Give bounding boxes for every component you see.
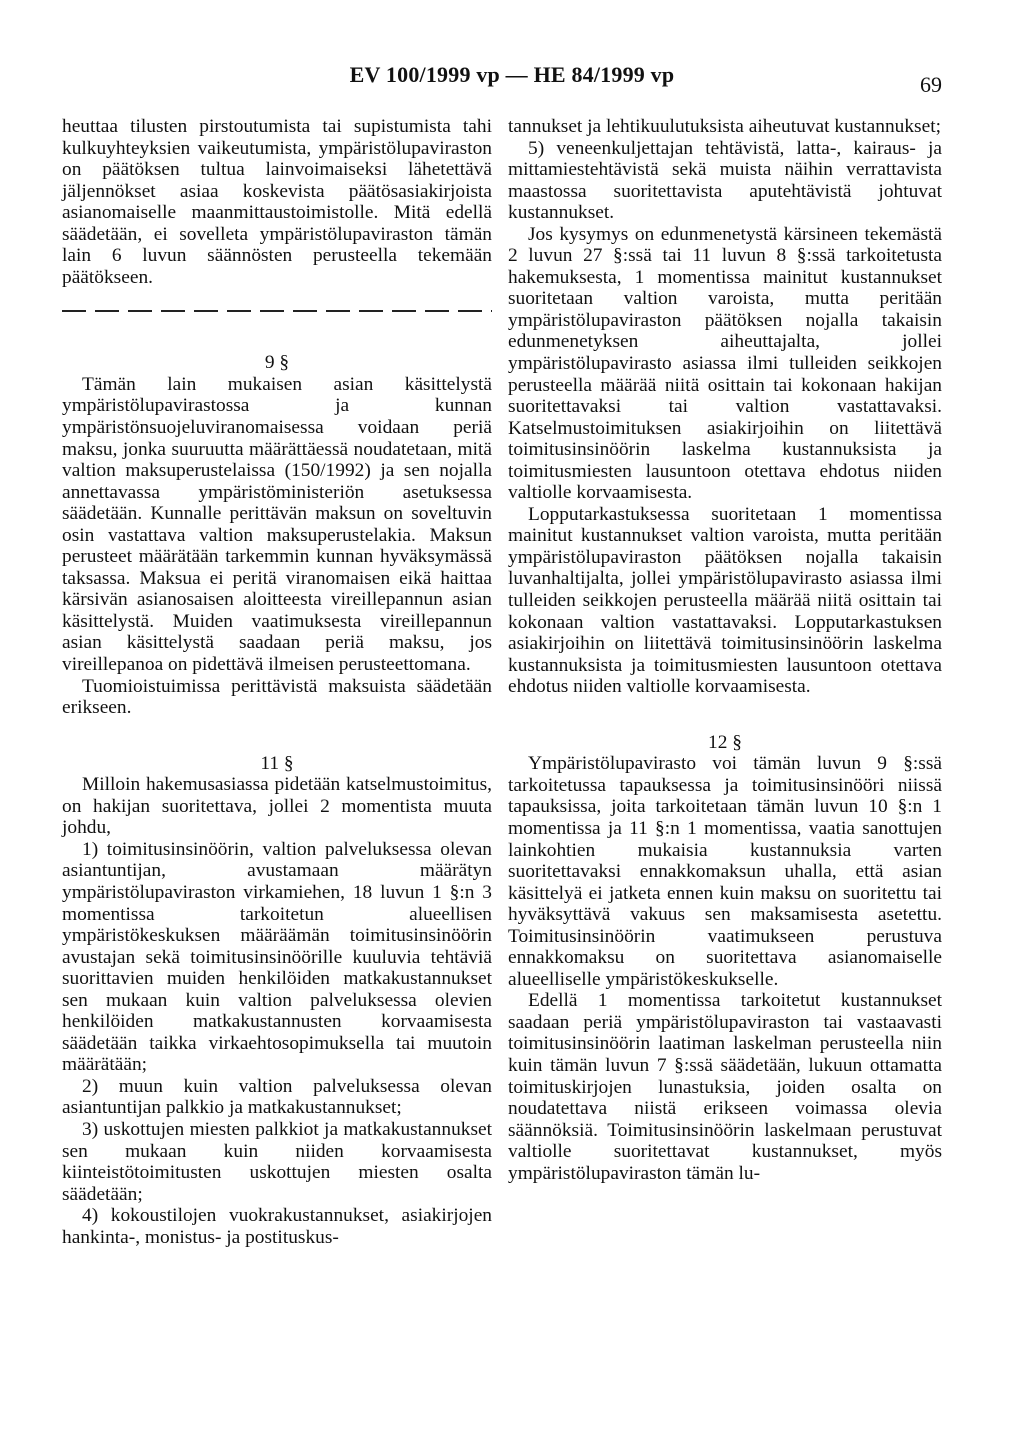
section-11-list-item: 4) kokoustilojen vuokrakustannukset, asiakirjojen hankinta-, monistus- ja postituskus-	[62, 1205, 492, 1248]
right-column	[508, 116, 942, 1184]
intro-paragraph: heuttaa tilusten pirstoutumista tai supistumista tahi kulkuyhteyksien vaikeutumista, ympäristölupaviraston on päätöksen tultua lainvoimaiseksi lähetettävä jäljennökset asiaa koskevista päätösasiakirjoista asianomaiselle maanmittaustoimistolle. Mitä edellä säädetään, ei sovelleta ympäristölupaviraston tämän lain 6 luvun säännösten perusteella tekemään päätökseen.	[62, 116, 492, 288]
section-11-list-item: 2) muun kuin valtion palveluksessa olevan asiantuntijan palkkio ja matkakustannukset;	[62, 1075, 492, 1119]
page-header	[0, 62, 1024, 102]
section-9-heading: 9 §	[264, 352, 290, 374]
section-11-paragraph: Milloin hakemusasiassa pidetään katselmustoimitus, on hakijan suoritettava, jollei 2 momentista muuta johdu,	[62, 774, 492, 839]
running-header-title: EV 100/1999 vp — HE 84/1999 vp	[349, 62, 675, 87]
section-11-list-item: 1) toimitusinsinöörin, valtion palveluksessa olevan asiantuntijan, avustamaan määrätyn ympäristölupaviraston virkamiehen, 18 luvun 1 §:n 3 momentissa tarkoitetun alueellisen ympäristökeskuksen määräämän toimitusinsinöörin avustajan sekä toimitusinsinöörille kuuluvia tehtäviä suorittavien muiden henkilöiden matkakustannukset sen mukaan kuin valtion palveluksessa olevien henkilöiden matkakustannusten korvaamisesta säädetään taikka virkaehtosopimuksella tai muutoin määrätään;	[62, 838, 492, 1076]
section-9-paragraph: Tuomioistuimissa perittävistä maksuista säädetään erikseen.	[62, 675, 492, 719]
section-12-paragraph: Ympäristölupavirasto voi tämän luvun 9 §:ssä tarkoitetussa tapauksessa ja toimitusinsinööri niissä tapauksissa, joita tarkoitetaan tämän luvun 10 §:n 1 momentissa ja 11 §:n 1 momentissa, vaatia sanottujen lainkohtien mukaisia kustannuksia varten suoritettavaksi ennakkomaksun uhalla, että asian käsittelyä ei jatketa ennen kuin maksu on suoritettu tai hyväksyttävä vakuus sen maksamisesta asetettu. Toimitusinsinöörin vaatimukseen perustuva ennakkomaksu on suoritettava asianomaiselle alueelliselle ympäristökeskukselle.	[508, 753, 942, 990]
section-11-list-item: 3) uskottujen miesten palkkiot ja matkakustannukset sen mukaan kuin niiden korvaamisesta kiinteistötoimitusten uskottujen miesten osalta säädetään;	[62, 1118, 492, 1205]
section-12-paragraph: Edellä 1 momentissa tarkoitetut kustannukset saadaan periä ympäristölupaviraston tai vastaavasti toimitusinsinöörin laatiman laskelman perusteella niin kuin tämän luvun 7 §:ssä säädetään, lukuun ottamatta toimituskirjojen lunastuksia, joiden osalta on noudatettava niistä erikseen voimassa olevia säännöksiä. Toimitusinsinöörin laskelmaan perustuvat valtiolle suoritettavat kustannukset, myös ympäristölupaviraston tämän lu-	[508, 990, 942, 1184]
section-9-paragraph: Tämän lain mukaisen asian käsittelystä ympäristölupavirastossa ja kunnan ympäristönsuojeluviranomaisessa voidaan periä maksu, jonka suuruutta määrättäessä noudatetaan, mitä valtion maksuperustelaissa (150/1992) ja sen nojalla annettavassa ympäristöministeriön asetuksessa säädetään. Kunnalle perittävän maksun on soveltuvin osin vastattava valtion maksuperustelakia. Maksun perusteet määrätään tarkemmin kunnan hyväksymässä taksassa. Maksua ei peritä viranomaisen eikä haittaa kärsivän asianosaisen aloitteesta vireillepannun asian käsittelystä. Muiden vaatimuksesta vireillepannun asian käsittelystä saadaan periä maksu, jos vireillepanoa on pidettävä ilmeisen perusteettomana.	[62, 373, 492, 676]
continued-paragraph: tannukset ja lehtikuulutuksista aiheutuvat kustannukset;	[508, 116, 941, 137]
section-separator	[62, 300, 492, 322]
body-paragraph: Jos kysymys on edunmenetystä kärsineen tekemästä 2 luvun 27 §:ssä tai 11 luvun 8 §:ssä tarkoitetusta hakemuksesta, 1 momentissa mainitut kustannukset suoritetaan valtion varoista, mutta peritään ympäristölupaviraston päätöksen nojalla takaisin edunmenetyksen aiheuttajalta, jollei ympäristölupavirasto asiassa ilmi tulleiden seikkojen perusteella määrää niitä osittain tai kokonaan hakijan suoritettavaksi tai valtion vastattavaksi. Katselmustoimituksen asiakirjoihin on liitettävä toimitusinsinöörin laskelma kustannuksista ja toimitusmiesten lausuntoon otettava ehdotus niiden valtiolle korvaamisesta.	[508, 223, 942, 504]
spacer	[62, 719, 492, 753]
list-item: 5) veneenkuljettajan tehtävistä, latta-, kairaus- ja mittamiestehtävistä sekä muista näihin verrattavista maastossa suoritettavista aputehtävistä johtuvat kustannukset.	[508, 137, 942, 224]
spacer	[508, 698, 942, 732]
section-11-heading: 11 §	[260, 752, 294, 774]
body-paragraph: Lopputarkastuksessa suoritetaan 1 momentissa mainitut kustannukset valtion varoista, mutta peritään ympäristölupaviraston päätöksen nojalla takaisin luvanhaltijalta, jollei ympäristölupavirasto asiassa ilmi tulleiden seikkojen perusteella määrää niitä osittain tai kokonaan valtion vastattavaksi. Lopputarkastuksen asiakirjoihin on liitettävä toimitusinsinöörin laskelma kustannuksista ja toimitusmiesten lausuntoon otettava ehdotus niiden valtiolle korvaamisesta.	[508, 503, 942, 698]
left-column	[62, 116, 492, 1248]
section-12-heading: 12 §	[708, 731, 742, 753]
page-number: 69	[920, 72, 942, 97]
